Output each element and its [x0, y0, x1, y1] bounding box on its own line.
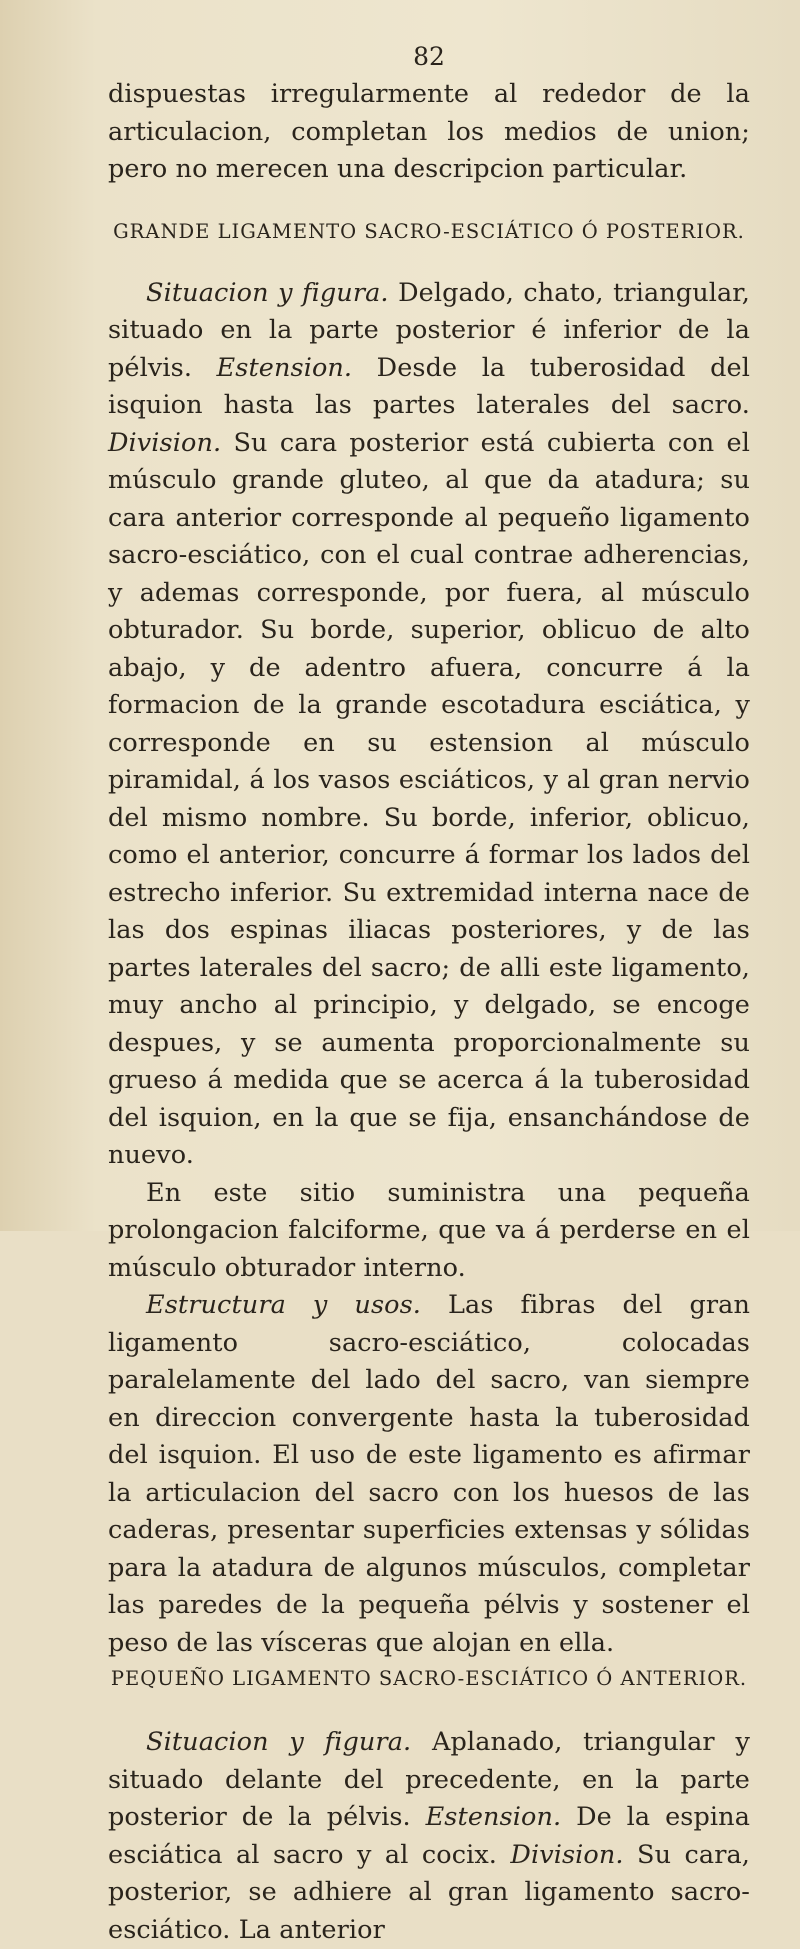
paragraph: En este sitio suministra una pequeña prolongacion falciforme, que va á perderse en el músculo obturador interno. [108, 1177, 750, 1283]
italic-term: Estructura y usos. [146, 1290, 421, 1320]
italic-term: Division. [510, 1839, 624, 1870]
italic-term: Situacion y figura. [146, 1727, 412, 1757]
paragraph: dispuestas irregularmente al rededor de la articulacion, completan los medios de union; pero no merecen una descripcion particular. [108, 79, 750, 184]
text-run: Su cara posterior está cubierta con el músculo grande gluteo, al que da atadura; su cara anterior corresponde al pequeño ligamento sacro-esciático, con el cual contrae adherencias, y ademas corresponde, por fuera, al músculo obturador. Su borde, superior, oblicuo de alto abajo, y de adentro afuera, concurre á la formacion de la grande escotadura esciática, y corresponde en su estension al músculo piramidal, á los vasos esciáticos, y al gran nervio del mismo nombre. Su borde, inferior, oblicuo, como el anterior, concurre á formar los lados del estrecho inferior. Su extremidad interna nace de las dos espinas iliacas posteriores, y de las partes laterales del sacro; de alli este ligamento, muy ancho al principio, y delgado, se encoge despues, y se aumenta proporcionalmente su grueso á medida que se acerca á la tuberosidad del isquion, en la que se fija, ensanchándose de nuevo. [108, 427, 750, 1170]
italic-term: Estension. [216, 352, 353, 383]
section-heading: GRANDE LIGAMENTO SACRO-ESCIÁTICO Ó POSTERIOR. [113, 219, 745, 243]
text-run: Delgado, chato, triangular, situado en la parte posterior é inferior de la pélvis. [108, 277, 750, 383]
paragraph [108, 1287, 750, 1662]
section-heading: PEQUEÑO LIGAMENTO SACRO-ESCIÁTICO Ó ANTERIOR. [110, 1667, 748, 1690]
text-run: Las fibras del gran ligamento sacro-esciático, colocadas paralelamente del lado del sacro, van siempre en direccion convergente hasta la tuberosidad del isquion. El uso de este ligamento es afirmar la articulacion del sacro con los huesos de las caderas, presentar superficies extensas y sólidas para la atadura de algunos músculos, completar las paredes de la pequeña pélvis y sostener el peso de las vísceras que alojan en ella. [108, 1290, 750, 1658]
text-run: Su cara, posterior, se adhiere al gran ligamento sacro-esciático. La anterior [108, 1839, 750, 1945]
italic-term: Situacion y figura. [146, 277, 389, 308]
text-run: Desde la tuberosidad del isquion hasta las partes laterales del sacro. [108, 352, 750, 420]
text-run: Aplanado, triangular y situado delante del precedente, en la parte posterior de la pélvis. [108, 1727, 750, 1832]
italic-term: Division. [108, 427, 222, 458]
paragraph [108, 275, 750, 1175]
text-run: De la espina esciática al sacro y al cocix. [108, 1802, 750, 1870]
page-number: 82 [413, 42, 445, 71]
paragraph [108, 1724, 750, 1949]
page-content [108, 76, 750, 1949]
italic-term: Estension. [425, 1802, 562, 1832]
